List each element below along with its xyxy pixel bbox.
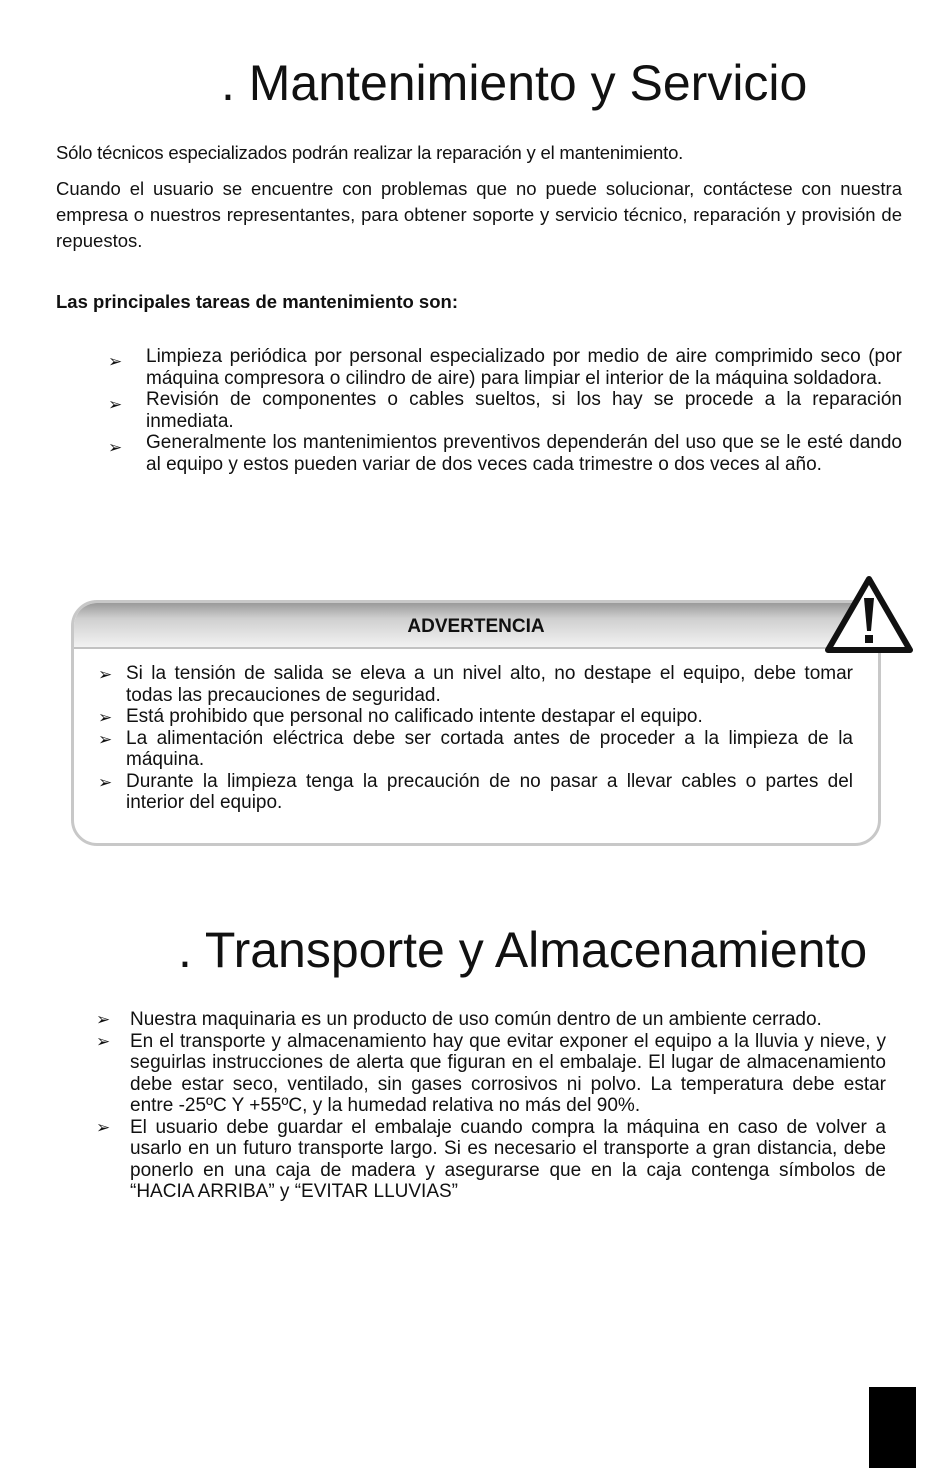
transport-title: . Transporte y Almacenamiento bbox=[178, 922, 868, 978]
list-item-text: Generalmente los mantenimientos preventivos dependerán del uso que se le esté dando al equipo y estos pueden variar de dos veces cada trimestre o dos veces al año. bbox=[146, 432, 902, 475]
intro-dropcap: S bbox=[56, 142, 69, 163]
list-item-text: El usuario debe guardar el embalaje cuando compra la máquina en caso de volver a usarlo en un futuro transporte largo. Si es necesario el transporte a gran distancia, debe ponerlo en una caja de madera y asegurarse que en la caja contenga símbolos de “HACIA ARRIBA” y “EVITAR LLUVIAS” bbox=[130, 1116, 886, 1202]
warning-title: ADVERTENCIA bbox=[407, 616, 545, 637]
tasks-heading: Las principales tareas de mantenimiento son: bbox=[56, 291, 458, 312]
list-item-text: Limpieza periódica por personal especializado por medio de aire comprimido seco (por máquina compresora o cilindro de aire) para limpiar el interior de la máquina soldadora. bbox=[146, 346, 902, 389]
list-item bbox=[108, 389, 902, 432]
list-item-text: La alimentación eléctrica debe ser cortada antes de proceder a la limpieza de la máquina. bbox=[126, 727, 853, 770]
bullet-arrow-icon: ➢ bbox=[98, 665, 113, 684]
list-item bbox=[96, 1117, 886, 1203]
list-item bbox=[98, 706, 853, 728]
maintenance-task-list bbox=[108, 346, 902, 475]
list-item bbox=[108, 432, 902, 475]
list-item-text: Está prohibido que personal no calificado intente destapar el equipo. bbox=[126, 706, 703, 727]
bullet-arrow-icon: ➢ bbox=[98, 708, 113, 727]
list-item bbox=[98, 663, 853, 706]
list-item-text: Si la tensión de salida se eleva a un nivel alto, no destape el equipo, debe tomar todas las precauciones de seguridad. bbox=[126, 663, 853, 706]
warning-list bbox=[98, 663, 853, 814]
maintenance-title: . Mantenimiento y Servicio bbox=[221, 55, 808, 111]
bullet-arrow-icon: ➢ bbox=[96, 1117, 111, 1137]
list-item-text: Revisión de componentes o cables sueltos, si los hay se procede a la reparación inmediata. bbox=[146, 389, 902, 432]
bullet-arrow-icon: ➢ bbox=[108, 352, 123, 371]
bullet-arrow-icon: ➢ bbox=[108, 438, 123, 457]
bullet-arrow-icon: ➢ bbox=[98, 772, 113, 792]
bullet-arrow-icon: ➢ bbox=[96, 1010, 111, 1029]
list-item bbox=[96, 1031, 886, 1117]
list-item-text: En el transporte y almacenamiento hay que evitar exponer el equipo a la lluvia y nieve, y seguirlas instrucciones de alerta que figuran en el embalaje. El lugar de almacenamiento debe estar seco, ventilado, sin gases corrosivos ni polvo. La temperatura debe estar entre -25ºC Y +55ºC, y la humedad relativa no más del 90%. bbox=[130, 1030, 886, 1116]
bullet-arrow-icon: ➢ bbox=[96, 1031, 111, 1051]
bullet-arrow-icon: ➢ bbox=[108, 395, 123, 414]
list-item bbox=[108, 346, 902, 389]
transport-list bbox=[96, 1009, 886, 1203]
intro-sentence bbox=[56, 140, 902, 166]
support-paragraph: Cuando el usuario se encuentre con problemas que no puede solucionar, contáctese con nuestra empresa o nuestros representantes, para obtener soporte y servicio técnico, reparación y provisión de repuestos. bbox=[56, 178, 902, 251]
warning-box bbox=[71, 600, 881, 846]
list-item bbox=[96, 1009, 886, 1031]
page-tab-marker bbox=[869, 1387, 916, 1468]
warning-header bbox=[74, 603, 878, 649]
list-item-text: Durante la limpieza tenga la precaución de no pasar a llevar cables o partes del interior del equipo. bbox=[126, 770, 853, 813]
list-item-text: Nuestra maquinaria es un producto de uso común dentro de un ambiente cerrado. bbox=[130, 1009, 822, 1030]
intro-text: ólo técnicos especializados podrán realizar la reparación y el mantenimiento. bbox=[68, 142, 684, 163]
warning-triangle-icon bbox=[824, 574, 914, 654]
list-item bbox=[98, 728, 853, 771]
bullet-arrow-icon: ➢ bbox=[98, 729, 113, 749]
list-item bbox=[98, 771, 853, 814]
